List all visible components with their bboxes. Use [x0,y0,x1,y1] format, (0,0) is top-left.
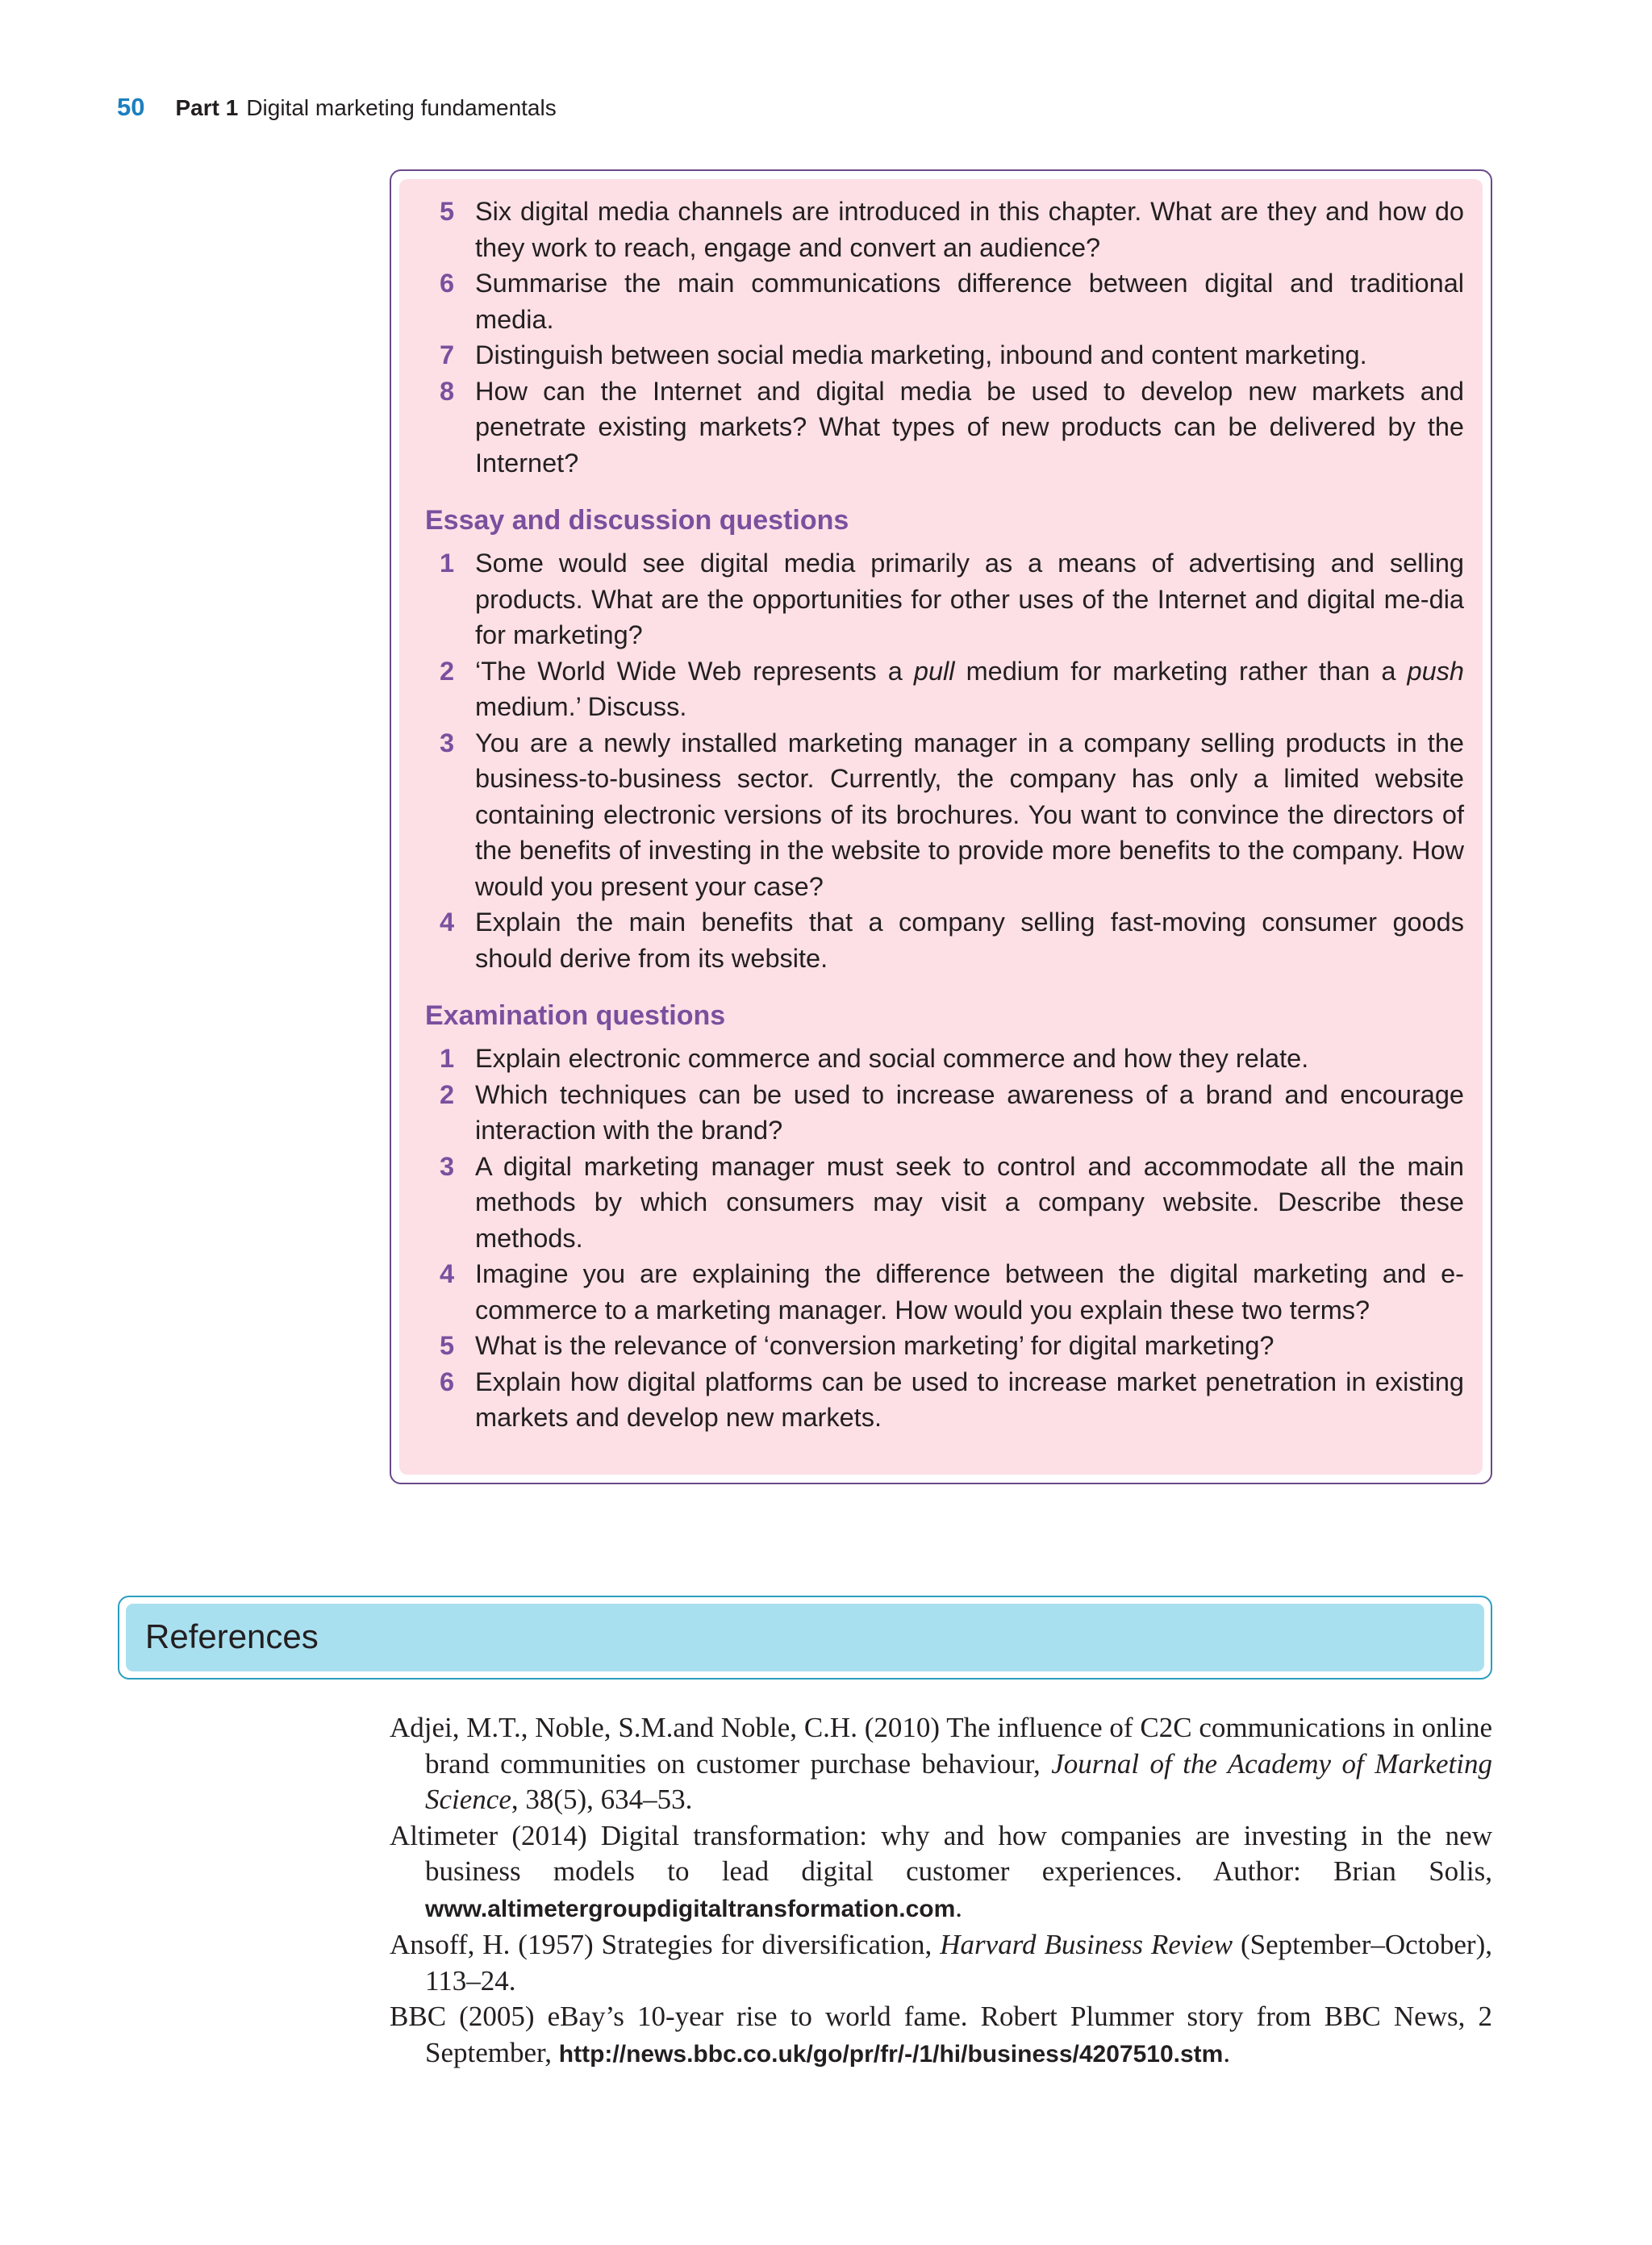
essay-heading: Essay and discussion questions [425,505,849,536]
question-number: 4 [440,908,455,937]
reference-entry: Altimeter (2014) Digital transformation: why and how companies are investing in the new business models to lead digital customer experiences. Author: Brian Solis, www.altimetergroupdigitaltransformation.com. [390,1819,1492,1923]
question-text: A digital marketing manager must seek to control and accommodate all the main methods by which consumers may visit a company website. Describe these methods. [475,1151,1464,1253]
question-item [425,265,1464,337]
questions-content [425,194,1464,1436]
references-banner-background [126,1604,1484,1671]
question-number: 6 [440,269,455,298]
references-banner [118,1596,1492,1680]
question-text: Which techniques can be used to increase awareness of a brand and encourage interaction with the brand? [475,1079,1464,1145]
running-header [117,91,557,124]
references-heading: References [145,1617,319,1655]
question-text: Explain electronic commerce and social commerce and how they relate. [475,1044,1309,1073]
question-text: Some would see digital media primarily as a means of advertising and selling products. What are the opportunities for other uses of the Internet and digital me-dia for marketing? [475,549,1464,649]
essay-question-list [425,545,1464,976]
question-item [425,1256,1464,1328]
journal-title: Journal of the Academy of Marketing Science [425,1747,1492,1815]
question-text: You are a newly installed marketing manager in a company selling products in the business-to-business sector. Currently, the company has only a limited website containing electronic versions of its brochures. You want to convince the directors of the benefits of investing in the website to provide more benefits to the company. How would you present your case? [475,728,1464,901]
reference-entry: BBC (2005) eBay’s 10-year rise to world fame. Robert Plummer story from BBC News, 2 September, http://news.bbc.co.uk/go/pr/fr/-/1/hi/business/4207510.stm. [390,2001,1492,2068]
exam-heading: Examination questions [425,1000,726,1031]
question-text: What is the relevance of ‘conversion marketing’ for digital marketing? [475,1331,1274,1360]
self-assessment-list [425,194,1464,481]
question-number: 5 [440,1331,455,1360]
question-number: 1 [440,1044,455,1073]
question-item [425,653,1464,725]
question-item [425,194,1464,265]
question-text: Summarise the main communications difference between digital and traditional media. [475,269,1464,334]
question-text: Imagine you are explaining the difference between the digital marketing and e-commerce to a marketing manager. How would you explain these two terms? [475,1259,1464,1325]
question-item [425,1041,1464,1077]
question-number: 3 [440,728,455,757]
question-number: 8 [440,376,455,406]
exam-question-list [425,1041,1464,1436]
question-item [425,725,1464,905]
question-number: 4 [440,1259,455,1288]
question-item [425,373,1464,482]
reference-link[interactable]: http://news.bbc.co.uk/go/pr/fr/-/1/hi/business/4207510.stm [558,2040,1224,2068]
question-number: 3 [440,1151,455,1181]
question-text: Explain the main benefits that a company selling fast-moving consumer goods should derive from its website. [475,908,1464,973]
question-item [425,1077,1464,1149]
part-label: Part 1 [175,95,239,120]
question-text: How can the Internet and digital media be used to develop new markets and penetrate existing markets? What types of new products can be delivered by the Internet? [475,376,1464,478]
question-text: Distinguish between social media marketing, inbound and content marketing. [475,340,1367,369]
question-number: 6 [440,1367,455,1396]
reference-link[interactable]: www.altimetergroupdigitaltransformation.com [425,1895,956,1922]
reference-entry: Ansoff, H. (1957) Strategies for diversification, Harvard Business Review (September–October), 113–24. [390,1929,1492,1997]
page-number: 50 [117,93,145,121]
question-item [425,904,1464,976]
question-number: 1 [440,549,455,578]
part-title: Digital marketing fundamentals [246,95,557,120]
question-item [425,545,1464,653]
emphasis-push: push [1407,656,1464,686]
question-number: 5 [440,197,455,226]
question-number: 7 [440,340,455,369]
question-text: ‘The World Wide Web represents a pull medium for marketing rather than a push medium.’ Discuss. [475,656,1464,721]
question-text: Explain how digital platforms can be used to increase market penetration in existing markets and develop new markets. [475,1367,1464,1432]
reference-entry: Adjei, M.T., Noble, S.M.and Noble, C.H. (2010) The influence of C2C communications in online brand communities on customer purchase behaviour, Journal of the Academy of Marketing Science, 38(5), 634–53. [390,1712,1492,1815]
emphasis-pull: pull [913,656,955,686]
question-number: 2 [440,1079,455,1109]
journal-title: Harvard Business Review [940,1929,1233,1960]
question-text: Six digital media channels are introduced in this chapter. What are they and how do they work to reach, engage and convert an audience? [475,197,1464,262]
question-number: 2 [440,656,455,686]
question-item [425,1364,1464,1436]
question-item [425,337,1464,373]
question-item [425,1149,1464,1257]
question-item [425,1328,1464,1364]
references-list [390,1710,1492,2072]
